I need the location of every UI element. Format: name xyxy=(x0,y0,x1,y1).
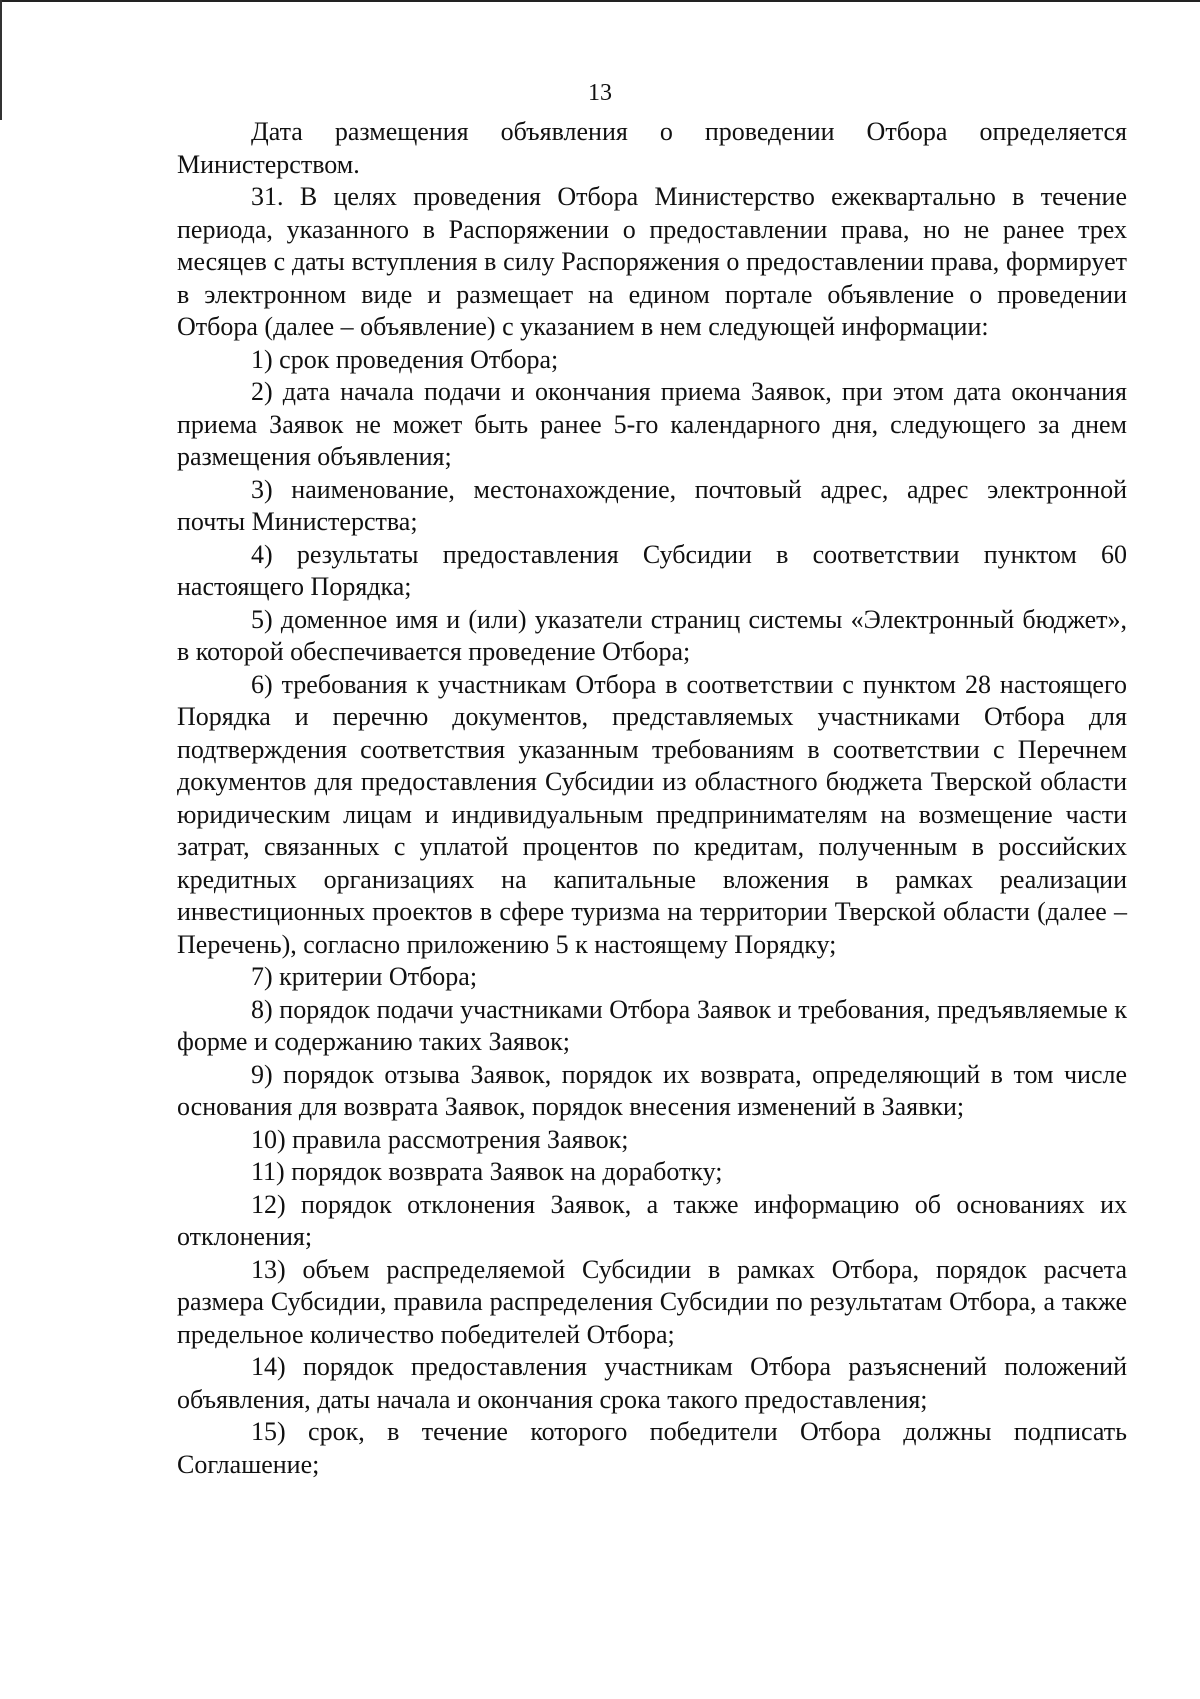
list-item-14: 14) порядок предоставления участникам Отбора разъяснений положений объявления, даты начала и окончания срока такого предоставления; xyxy=(177,1352,1127,1414)
list-item-3: 3) наименование, местонахождение, почтовый адрес, адрес электронной почты Министерства; xyxy=(177,474,1127,536)
paragraph-announcement-date: Дата размещения объявления о проведении Отбора определяется Министерством. xyxy=(177,117,1127,179)
list-item-2: 2) дата начала подачи и окончания приема Заявок, при этом дата окончания приема Заявок не может быть ранее 5-го календарного дня, следующего за днем размещения объявления; xyxy=(177,377,1127,471)
list-item-5: 5) доменное имя и (или) указатели страниц системы «Электронный бюджет», в которой обеспечивается проведение Отбора; xyxy=(177,604,1127,666)
list-item-11: 11) порядок возврата Заявок на доработку; xyxy=(251,1157,723,1186)
list-item-10: 10) правила рассмотрения Заявок; xyxy=(251,1124,629,1154)
document-body xyxy=(177,116,1127,1481)
page-number: 13 xyxy=(588,80,612,106)
scan-edge-top xyxy=(0,0,1200,2)
list-item-8: 8) порядок подачи участниками Отбора Заявок и требования, предъявляемые к форме и содержанию таких Заявок; xyxy=(177,994,1127,1056)
paragraph-31: 31. В целях проведения Отбора Министерство ежеквартально в течение периода, указанного в Распоряжении о предоставлении права, но не ранее трех месяцев с даты вступления в силу Распоряжения о предоставлении права, формирует в электронном виде и размещает на едином портале объявление о проведении Отбора (далее – объявление) с указанием в нем следующей информации: xyxy=(177,182,1127,341)
list-item-6: 6) требования к участникам Отбора в соответствии с пунктом 28 настоящего Порядка и перечню документов, представляемых участниками Отбора для подтверждения соответствия указанным требованиям в соответствии с Перечнем документов для предоставления Субсидии из областного бюджета Тверской области юридическим лицам и индивидуальным предпринимателям на возмещение части затрат, связанных с уплатой процентов по кредитам, полученным в российских кредитных организациях на капитальные вложения в рамках реализации инвестиционных проектов в сфере туризма на территории Тверской области (далее – Перечень), согласно приложению 5 к настоящему Порядку; xyxy=(177,669,1127,959)
list-item-9: 9) порядок отзыва Заявок, порядок их возврата, определяющий в том числе основания для возврата Заявок, порядок внесения изменений в Заявки; xyxy=(177,1059,1127,1121)
list-item-13: 13) объем распределяемой Субсидии в рамках Отбора, порядок расчета размера Субсидии, правила распределения Субсидии по результатам Отбора, а также предельное количество победителей Отбора; xyxy=(177,1254,1127,1349)
list-item-1: 1) срок проведения Отбора; xyxy=(251,344,559,374)
list-item-4: 4) результаты предоставления Субсидии в соответствии пунктом 60 настоящего Порядка; xyxy=(177,539,1127,601)
list-item-12: 12) порядок отклонения Заявок, а также информацию об основаниях их отклонения; xyxy=(177,1189,1127,1251)
list-item-7: 7) критерии Отбора; xyxy=(251,962,478,991)
list-item-15: 15) срок, в течение которого победители Отбора должны подписать Соглашение; xyxy=(177,1417,1127,1479)
